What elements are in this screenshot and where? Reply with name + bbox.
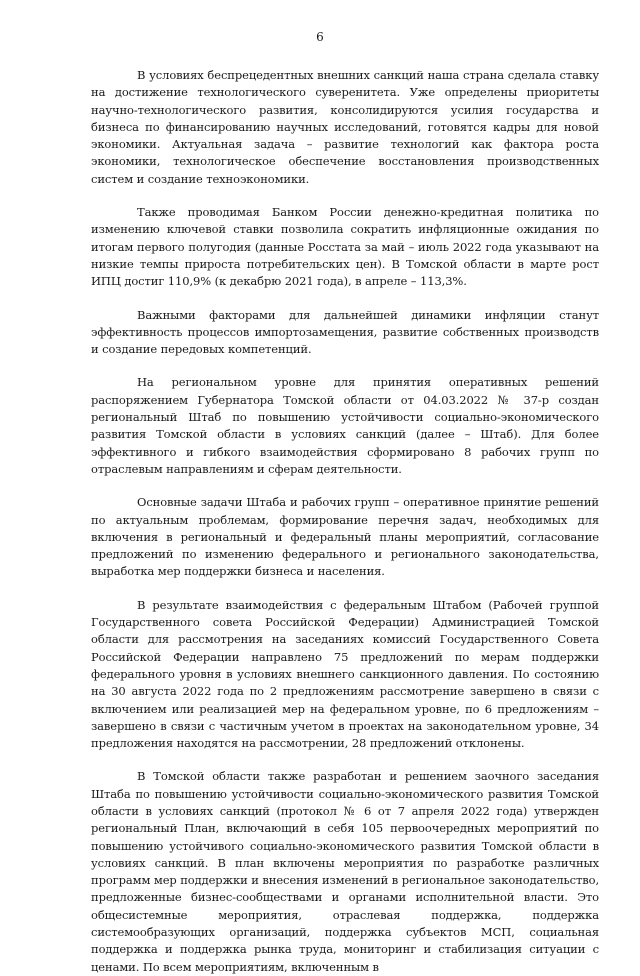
paragraph-hq-tasks: Основные задачи Штаба и рабочих групп – оперативное принятие решений по актуальным проблемам, формирование перечня задач, необходимых для включения в региональный и федеральный планы мероприятий, согласование предложений по изменению федерального и регионального законодательства, выработка мер поддержки бизнеса и населения. (91, 495, 599, 579)
paragraph-federal-interaction: В результате взаимодействия с федеральным Штабом (Рабочей группой Государственного совета Российской Федерации) Администрацией Томской области для рассмотрения на заседаниях комиссий Государственного Совета Российской Федерации направлено 75 предложений по мерам поддержки федерального уровня в условиях внешнего санкционного давления. По состоянию на 30 августа 2022 года по 2 предложениям рассмотрение завершено в связи с включением или реализацией мер на федеральном уровне, по 6 предложениям – завершено в связи с частичным учетом в проектах на законодательном уровне, 34 предложения находятся на рассмотрении, 28 предложений отклонены. (91, 597, 599, 751)
page-number: 6 (316, 30, 324, 44)
paragraph-monetary-policy: Также проводимая Банком России денежно-кредитная политика по изменению ключевой ставки позволила сократить инфляционные ожидания по итогам первого полугодия (данные Росстата за май – июль 2022 года указывают на низкие темпы прироста потребительских цен). В Томской области в марте рост ИПЦ достиг 110,9% (к декабрю 2021 года), в апреле – 113,3%. (91, 205, 599, 289)
document-body (91, 67, 599, 976)
paragraph-regional-hq: На региональном уровне для принятия оперативных решений распоряжением Губернатора Томской области от 04.03.2022 № 37-р создан региональный Штаб по повышению устойчивости социально-экономического развития Томской области в условиях санкций (далее – Штаб). Для более эффективного и гибкого взаимодействия сформировано 8 рабочих групп по отраслевым направлениям и сферам деятельности. (91, 375, 599, 476)
paragraph-regional-plan: В Томской области также разработан и решением заочного заседания Штаба по повышению устойчивости социально-экономического развития Томской области в условиях санкций (протокол № 6 от 7 апреля 2022 года) утвержден региональный План, включающий в себя 105 первоочередных мероприятий по повышению устойчивого социально-экономического развития Томской области в условиях санкций. В план включены мероприятия по разработке различных программ мер поддержки и внесения изменений в региональное законодательство, предложенные бизнес-сообществами и органами исполнительной власти. Это общесистемные мероприятия, отраслевая поддержка, поддержка системообразующих организаций, поддержка субъектов МСП, социальная поддержка и поддержка рынка труда, мониторинг и стабилизация ситуации с ценами. По всем мероприятиям, включенным в (91, 769, 599, 974)
paragraph-tech-sovereignty: В условиях беспрецедентных внешних санкций наша страна сделала ставку на достижение технологического суверенитета. Уже определены приоритеты научно-технологического развития, консолидируются усилия государства и бизнеса по финансированию научных исследований, готовятся кадры для новой экономики. Актуальная задача – развитие технологий как фактора роста экономики, технологическое обеспечение восстановления производственных систем и создание техноэкономики. (91, 68, 599, 186)
paragraph-inflation-factors: Важными факторами для дальнейшей динамики инфляции станут эффективность процессов импортозамещения, развитие собственных производств и создание передовых компетенций. (91, 307, 599, 357)
